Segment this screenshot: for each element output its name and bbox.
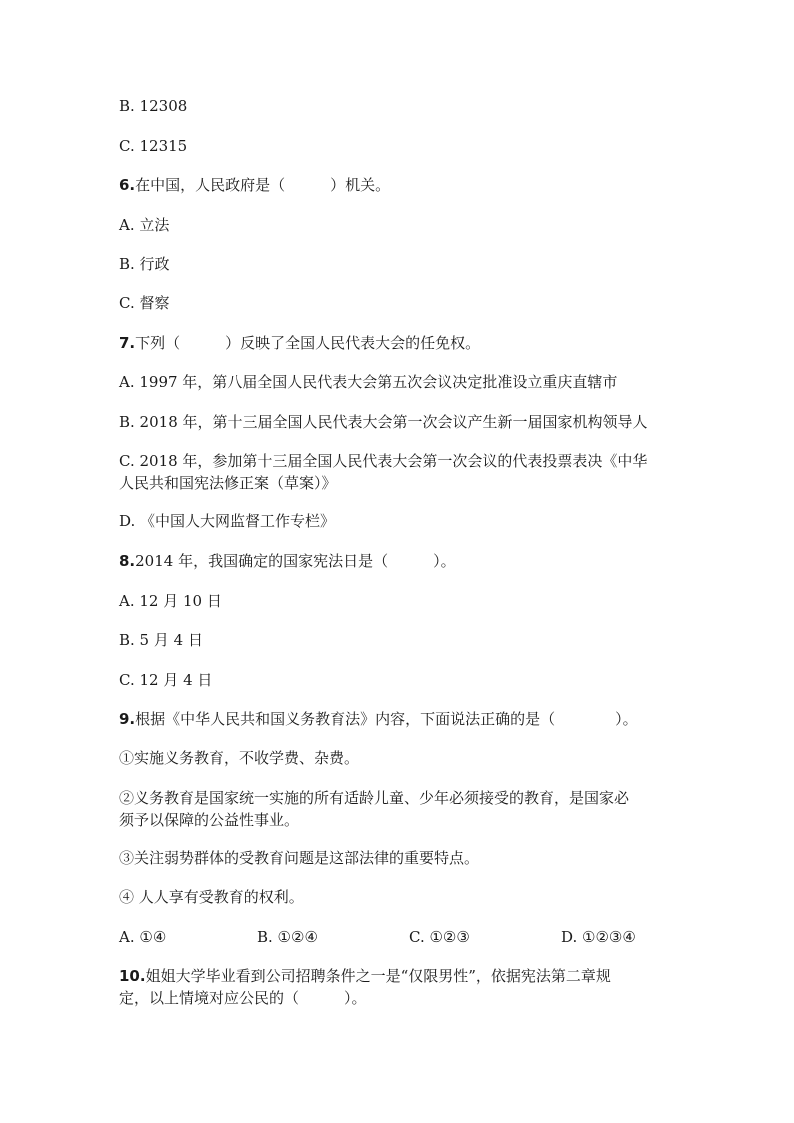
question-number: 10.	[119, 967, 146, 985]
q5-option-b: B. 12308	[119, 97, 188, 115]
q7-option-c: C. 2018 年，参加第十三届全国人民代表大会第一次会议的代表投票表决《中华	[119, 452, 648, 470]
q9-options-row	[119, 926, 679, 948]
q8-option-a: A. 12 月 10 日	[119, 592, 222, 610]
q8-option-b: B. 5 月 4 日	[119, 631, 203, 649]
question-text: 在中国，人民政府是（ ）机关。	[135, 176, 391, 194]
q7-option-b: B. 2018 年，第十三届全国人民代表大会第一次会议产生新一届国家机构领导人	[119, 413, 648, 431]
q5-option-c: C. 12315	[119, 137, 188, 155]
q9-option-d: D. ①②③④	[561, 928, 636, 946]
question-6	[119, 174, 390, 196]
q9-statement-2-cont: 须予以保障的公益性事业。	[119, 811, 300, 829]
question-number: 7.	[119, 334, 136, 352]
question-number: 9.	[119, 710, 136, 728]
q9-statement-2: ②义务教育是国家统一实施的所有适龄儿童、少年必须接受的教育，是国家必	[119, 789, 630, 807]
question-text: 2014 年，我国确定的国家宪法日是（ ）。	[135, 552, 456, 570]
question-number: 8.	[119, 552, 136, 570]
q7-option-d: D. 《中国人大网监督工作专栏》	[119, 512, 336, 530]
question-8	[119, 550, 456, 572]
q6-option-c: C. 督察	[119, 294, 170, 312]
q9-statement-1: ①实施义务教育，不收学费、杂费。	[119, 749, 360, 767]
q9-option-a: A. ①④	[119, 928, 167, 946]
question-text: 根据《中华人民共和国义务教育法》内容，下面说法正确的是（ ）。	[135, 710, 638, 728]
q9-option-b: B. ①②④	[257, 928, 318, 946]
q9-statement-3: ③关注弱势群体的受教育问题是这部法律的重要特点。	[119, 849, 480, 867]
q7-option-c-cont: 人民共和国宪法修正案（草案）》	[119, 474, 337, 492]
q7-option-a: A. 1997 年，第八届全国人民代表大会第五次会议决定批准设立重庆直辖市	[119, 373, 618, 391]
q6-option-a: A. 立法	[119, 216, 170, 234]
q9-option-c: C. ①②③	[409, 928, 470, 946]
question-10	[119, 965, 611, 987]
q6-option-b: B. 行政	[119, 255, 170, 273]
q8-option-c: C. 12 月 4 日	[119, 671, 213, 689]
question-number: 6.	[119, 176, 136, 194]
question-7	[119, 332, 480, 354]
question-10-cont: 定，以上情境对应公民的（ ）。	[119, 989, 367, 1007]
question-9	[119, 708, 638, 730]
q9-statement-4: ④ 人人享有受教育的权利。	[119, 888, 304, 906]
question-text: 下列（ ）反映了全国人民代表大会的任免权。	[135, 334, 481, 352]
question-text: 姐姐大学毕业看到公司招聘条件之一是“仅限男性”，依据宪法第二章规	[145, 967, 611, 985]
